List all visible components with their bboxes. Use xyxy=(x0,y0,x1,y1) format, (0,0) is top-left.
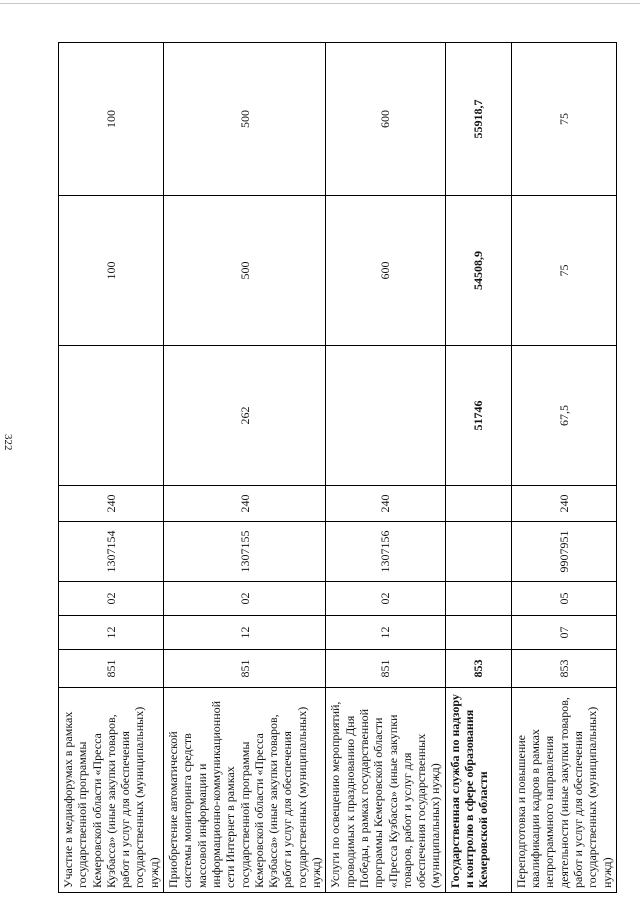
cell-year2: 600 xyxy=(326,196,445,346)
table-row xyxy=(326,43,445,893)
cell-ved: 853 xyxy=(511,650,616,688)
cell-year3: 55918,7 xyxy=(445,43,511,196)
cell-year1: 51746 xyxy=(445,346,511,486)
cell-ved: 851 xyxy=(164,650,326,688)
table-row xyxy=(445,43,511,893)
cell-csr: 1307154 xyxy=(59,522,164,582)
row-name: Приобретение автоматической системы мониторинга средств массовой информации и информационно-коммуникационной сети Интернет в рамках государственной программы Кемеровской области «Пресса Кузбасса» (иные закупки товаров, работ и услуг для обеспечения государственных (муниципальных) нужд) xyxy=(164,688,326,893)
cell-year1 xyxy=(326,346,445,486)
cell-vr: 240 xyxy=(164,486,326,522)
top-rule xyxy=(0,3,640,4)
cell-rz: 07 xyxy=(511,616,616,650)
cell-rz: 12 xyxy=(59,616,164,650)
rotated-table-container xyxy=(58,43,614,893)
cell-pr: 02 xyxy=(59,582,164,616)
cell-year3: 500 xyxy=(164,43,326,196)
cell-year3: 100 xyxy=(59,43,164,196)
cell-ved: 851 xyxy=(326,650,445,688)
cell-vr: 240 xyxy=(511,486,616,522)
cell-rz: 12 xyxy=(164,616,326,650)
cell-year3: 75 xyxy=(511,43,616,196)
cell-year2: 100 xyxy=(59,196,164,346)
table-row xyxy=(511,43,616,893)
cell-vr: 240 xyxy=(59,486,164,522)
row-name: Переподготовка и повышение квалификации кадров в рамках непрограммного направления деятельности (иные закупки товаров, работ и услуг для обеспечения государственных (муниципальных) нужд) xyxy=(511,688,616,893)
cell-year1 xyxy=(59,346,164,486)
row-name: Услуги по освещению мероприятий, проводимых к празднованию Дня Победы, в рамках государственной программы Кемеровской области «Пресса Кузбасса» (иные закупки товаров, работ и услуг для обеспечения государственных (муниципальных) нужд) xyxy=(326,688,445,893)
cell-pr: 02 xyxy=(326,582,445,616)
cell-vr: 240 xyxy=(326,486,445,522)
cell-ved: 853 xyxy=(445,650,511,688)
cell-rz: 12 xyxy=(326,616,445,650)
cell-year2: 500 xyxy=(164,196,326,346)
budget-table xyxy=(58,42,617,893)
cell-pr: 02 xyxy=(164,582,326,616)
cell-year2: 54508,9 xyxy=(445,196,511,346)
row-name: Государственная служба по надзору и контролю в сфере образования Кемеровской области xyxy=(445,688,511,893)
table-row xyxy=(164,43,326,893)
cell-year3: 600 xyxy=(326,43,445,196)
page-number: 322 xyxy=(2,434,14,451)
cell-vr xyxy=(445,486,511,522)
cell-csr: 1307156 xyxy=(326,522,445,582)
cell-csr: 9907951 xyxy=(511,522,616,582)
cell-pr: 05 xyxy=(511,582,616,616)
cell-year2: 75 xyxy=(511,196,616,346)
table-row xyxy=(59,43,164,893)
cell-pr xyxy=(445,582,511,616)
cell-csr: 1307155 xyxy=(164,522,326,582)
row-name: Участие в медиафорумах в рамках государственной программы Кемеровской области «Пресса Кузбасса» (иные закупки товаров, работ и услуг для обеспечения государственных (муниципальных) нужд) xyxy=(59,688,164,893)
cell-rz xyxy=(445,616,511,650)
cell-year1: 67,5 xyxy=(511,346,616,486)
cell-csr xyxy=(445,522,511,582)
cell-year1: 262 xyxy=(164,346,326,486)
cell-ved: 851 xyxy=(59,650,164,688)
